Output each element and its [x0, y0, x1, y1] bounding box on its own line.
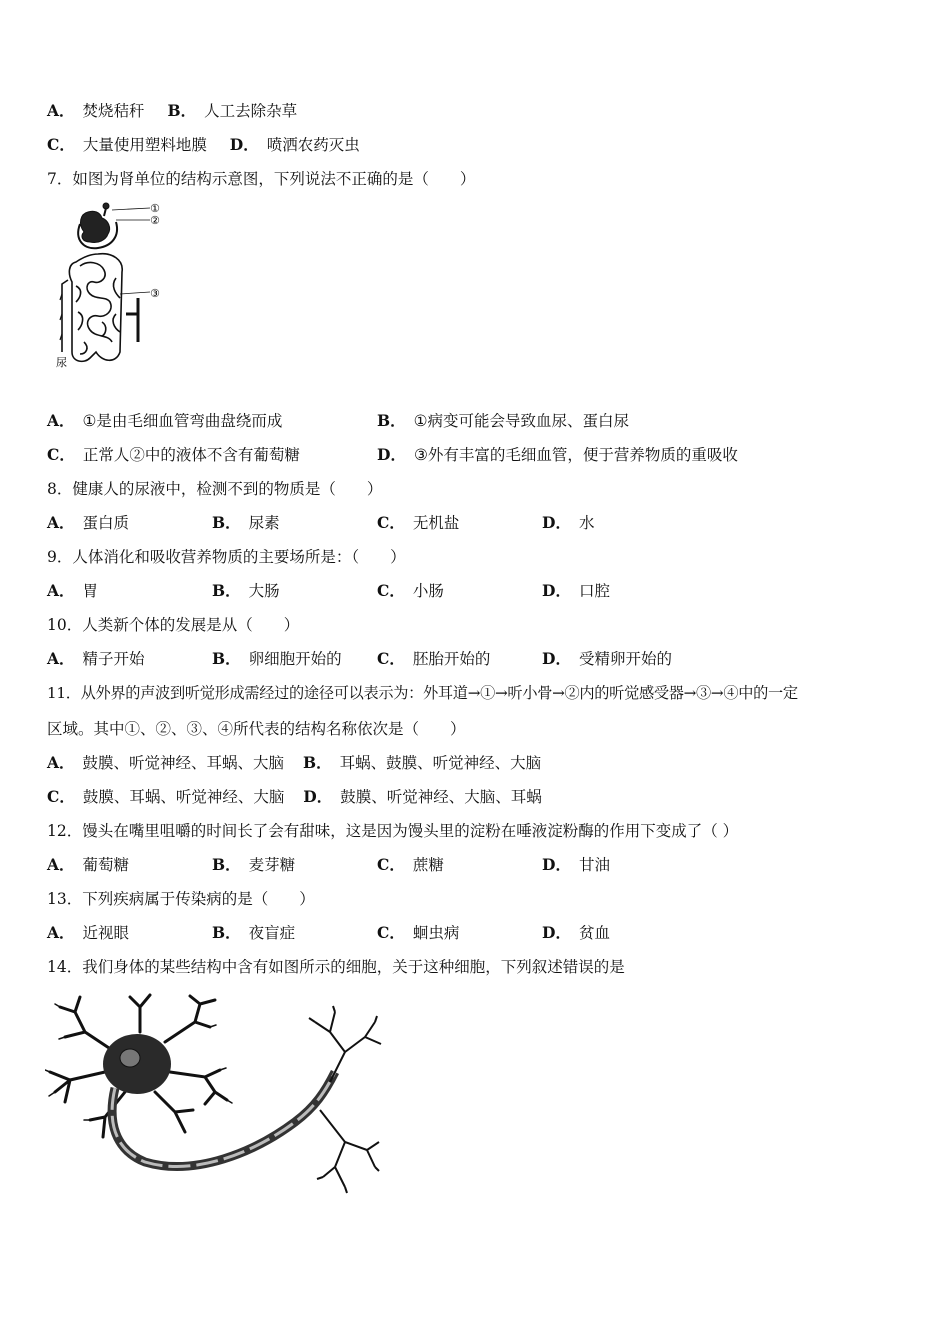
q12-option-b-label: B．	[212, 855, 241, 874]
q9-option-c	[377, 580, 444, 602]
q10-option-b	[212, 648, 342, 670]
q11-option-b-text: 耳蜗、鼓膜、听觉神经、大脑	[339, 754, 542, 772]
q11-stem-line-2: 区域。其中①、②、③、④所代表的结构名称依次是（ ）	[47, 720, 466, 738]
q11-option-c-label: C．	[47, 787, 75, 806]
q12-option-b-text: 麦芽糖	[248, 856, 296, 874]
q9-option-c-label: C．	[377, 581, 405, 600]
q6-option-a-text: 焚烧秸秆	[82, 102, 145, 120]
q9-option-d	[542, 580, 610, 602]
q13-option-a-text: 近视眼	[82, 924, 130, 942]
nephron-label-2: ②	[150, 214, 160, 227]
q9-option-d-text: 口腔	[578, 582, 610, 600]
q10-option-b-text: 卵细胞开始的	[248, 650, 342, 668]
q7-option-c	[47, 444, 300, 466]
q10-option-a-text: 精子开始	[82, 650, 145, 668]
q12-option-a-label: A．	[47, 855, 75, 874]
q7-option-a-label: A．	[47, 411, 75, 430]
q8-option-d-text: 水	[578, 514, 595, 532]
q7-option-d-text: ③外有丰富的毛细血管，便于营养物质的重吸收	[413, 446, 738, 464]
renal-tubule	[69, 254, 122, 362]
q13-option-b-label: B．	[212, 923, 241, 942]
q8-stem: 8．健康人的尿液中，检测不到的物质是（ ）	[47, 480, 383, 498]
q13-option-a-label: A．	[47, 923, 75, 942]
q13-option-c	[377, 922, 459, 944]
q12-option-d	[542, 854, 610, 876]
q8-option-b-text: 尿素	[248, 514, 280, 532]
q12-option-d-label: D．	[542, 855, 571, 874]
q7-option-d-label: D．	[377, 445, 406, 464]
nephron-label-1: ①	[150, 202, 160, 215]
q6-options-row-1	[47, 100, 297, 122]
q12-option-a	[47, 854, 129, 876]
q8-option-c-label: C．	[377, 513, 405, 532]
q8-option-a	[47, 512, 129, 534]
nephron-label-urine: 尿	[56, 356, 67, 369]
leader-line-1	[112, 208, 150, 210]
q12-stem: 12．馒头在嘴里咀嚼的时间长了会有甜味，这是因为馒头里的淀粉在唾液淀粉酶的作用下变成了（ ）	[47, 822, 739, 840]
q12-option-c-text: 蔗糖	[412, 856, 444, 874]
q12-option-c-label: C．	[377, 855, 405, 874]
q13-option-c-label: C．	[377, 923, 405, 942]
q10-option-a	[47, 648, 145, 670]
q6-option-b-text: 人工去除杂草	[204, 102, 298, 120]
q10-option-c-label: C．	[377, 649, 405, 668]
q9-option-b-label: B．	[212, 581, 241, 600]
q6-options-row-2	[47, 134, 360, 156]
q13-option-a	[47, 922, 129, 944]
q9-stem: 9．人体消化和吸收营养物质的主要场所是：（ ）	[47, 548, 406, 566]
q6-option-d-text: 喷洒农药灭虫	[266, 136, 360, 154]
q11-option-d-text: 鼓膜、听觉神经、大脑、耳蜗	[340, 788, 542, 806]
q11-stem-line-1: 11．从外界的声波到听觉形成需经过的途径可以表示为：外耳道→①→听小骨→②内的听觉感受器→③→④中的一定	[47, 684, 798, 702]
q6-option-a-label: A．	[47, 101, 75, 120]
q10-stem: 10．人类新个体的发展是从（ ）	[47, 616, 300, 634]
q10-option-d	[542, 648, 672, 670]
q12-option-a-text: 葡萄糖	[82, 856, 130, 874]
q13-option-d	[542, 922, 610, 944]
q10-option-b-label: B．	[212, 649, 241, 668]
q8-option-a-label: A．	[47, 513, 75, 532]
q13-option-b-text: 夜盲症	[248, 924, 296, 942]
q12-option-d-text: 甘油	[578, 856, 610, 874]
glomerulus	[81, 203, 110, 243]
neuron-figure	[45, 992, 385, 1197]
collecting-duct	[62, 280, 68, 352]
q11-option-d-label: D．	[303, 787, 333, 806]
q11-options-row-1	[47, 752, 541, 774]
q8-option-c	[377, 512, 459, 534]
q13-stem: 13．下列疾病属于传染病的是（ ）	[47, 890, 315, 908]
q11-option-b-label: B．	[302, 753, 332, 772]
q6-option-b-label: B．	[167, 101, 197, 120]
q11-option-a-text: 鼓膜、听觉神经、耳蜗、大脑	[82, 754, 285, 772]
q10-option-c-text: 胚胎开始的	[412, 650, 491, 668]
q9-option-c-text: 小肠	[412, 582, 444, 600]
q13-option-d-label: D．	[542, 923, 571, 942]
blood-vessel	[126, 298, 138, 342]
q9-option-d-label: D．	[542, 581, 571, 600]
q13-option-b	[212, 922, 295, 944]
q14-stem: 14．我们身体的某些结构中含有如图所示的细胞，关于这种细胞，下列叙述错误的是	[47, 958, 625, 976]
q6-option-d-label: D．	[229, 135, 259, 154]
q6-option-c-label: C．	[47, 135, 75, 154]
q9-option-a	[47, 580, 98, 602]
q8-option-d	[542, 512, 594, 534]
q12-option-c	[377, 854, 444, 876]
q7-option-b-label: B．	[377, 411, 406, 430]
q9-option-a-text: 胃	[82, 582, 99, 600]
q7-stem: 7．如图为肾单位的结构示意图，下列说法不正确的是（ ）	[47, 170, 476, 188]
q13-option-d-text: 贫血	[578, 924, 610, 942]
q8-option-c-text: 无机盐	[412, 514, 460, 532]
q8-option-b-label: B．	[212, 513, 241, 532]
q13-option-c-text: 蛔虫病	[412, 924, 460, 942]
q8-option-a-text: 蛋白质	[82, 514, 130, 532]
q7-option-c-text: 正常人②中的液体不含有葡萄糖	[82, 446, 300, 464]
q7-option-b-text: ①病变可能会导致血尿、蛋白尿	[413, 412, 630, 430]
q9-option-b-text: 大肠	[248, 582, 280, 600]
q8-option-d-label: D．	[542, 513, 571, 532]
q11-options-row-2	[47, 786, 542, 808]
q10-option-c	[377, 648, 490, 670]
nephron-label-3: ③	[150, 287, 160, 300]
q9-option-b	[212, 580, 280, 602]
q7-option-a-text: ①是由毛细血管弯曲盘绕而成	[82, 412, 283, 430]
q12-option-b	[212, 854, 295, 876]
q6-option-c-text: 大量使用塑料地膜	[82, 136, 207, 154]
q11-option-c-text: 鼓膜、耳蜗、听觉神经、大脑	[82, 788, 285, 806]
q7-option-b	[377, 410, 629, 432]
q8-option-b	[212, 512, 280, 534]
nephron-figure	[50, 202, 180, 372]
q10-option-d-label: D．	[542, 649, 571, 668]
leader-line-3	[120, 292, 150, 294]
q7-option-a	[47, 410, 282, 432]
q10-option-d-text: 受精卵开始的	[578, 650, 672, 668]
q10-option-a-label: A．	[47, 649, 75, 668]
neuron-nucleus	[120, 1049, 140, 1067]
q9-option-a-label: A．	[47, 581, 75, 600]
q11-option-a-label: A．	[47, 753, 75, 772]
q7-option-d	[377, 444, 738, 466]
q7-option-c-label: C．	[47, 445, 75, 464]
